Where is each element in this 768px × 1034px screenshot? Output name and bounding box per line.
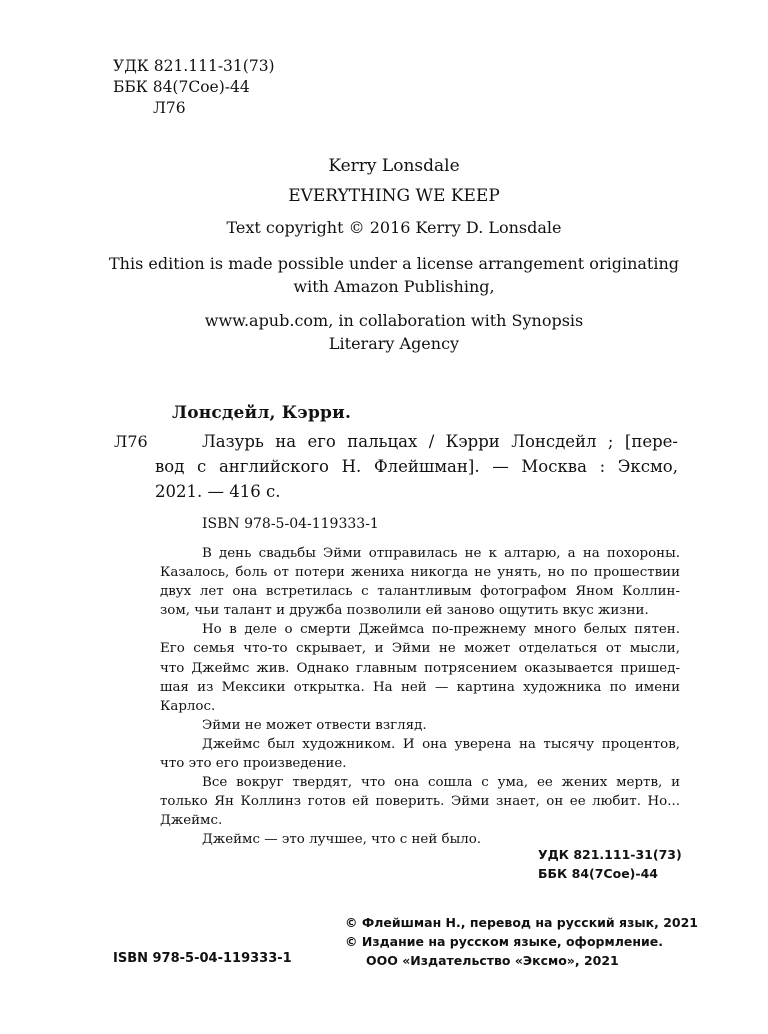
text-copyright: Text copyright © 2016 Kerry D. Lonsdale [226, 218, 562, 237]
isbn-bottom: ISBN 978-5-04-119333-1 [113, 951, 292, 966]
original-title-block [0, 151, 768, 211]
bottom-bbk-code: ББК 84(7Сое)-44 [538, 866, 658, 881]
annotation-line: двух лет она встретилась с талантливым фотографом Яном Коллин- [160, 584, 680, 600]
annotation-line: Джеймс был художником. И она уверена на тысячу процентов, [202, 736, 680, 752]
bibliographic-line: вод с английского Н. Флейшман]. — Москва : Эксмо, [155, 457, 678, 476]
edition-copyright: © Издание на русском языке, оформление. [345, 934, 663, 949]
copyright-block [345, 913, 698, 970]
collaboration-note [0, 309, 768, 355]
annotation-line: Эйми не может отвести взгляд. [202, 717, 427, 733]
collab-line-1: www.apub.com, in collaboration with Synopsis [204, 311, 584, 330]
collab-line-2: Literary Agency [328, 334, 460, 353]
top-classification-codes [113, 56, 275, 119]
annotation [160, 544, 680, 850]
annotation-line: Казалось, боль от потери жениха никогда не унять, но по прошествии [160, 565, 680, 581]
original-author: Kerry Lonsdale [328, 156, 460, 176]
udk-code: УДК 821.111-31(73) [113, 57, 275, 75]
license-note [0, 252, 768, 298]
annotation-line: что Джеймс жив. Однако главным потрясением оказывается пришед- [160, 660, 680, 676]
annotation-line: В день свадьбы Эйми отправилась не к алтарю, а на похороны. [202, 546, 680, 561]
annotation-line: Джеймс — это лучшее, что с ней было. [202, 832, 482, 848]
bibliographic-description [155, 429, 678, 504]
annotation-line: Карлос. [160, 698, 216, 714]
isbn-main: ISBN 978-5-04-119333-1 [202, 516, 379, 532]
annotation-line: Все вокруг твердят, что она сошла с ума, ее жених мертв, и [202, 775, 680, 791]
bbk-code: ББК 84(7Сое)-44 [113, 78, 250, 96]
annotation-line: зом, чьи талант и дружба позволили ей заново ощутить вкус жизни. [160, 603, 649, 619]
annotation-line: что это его произведение. [160, 756, 347, 772]
bibliographic-heading: Лонсдейл, Кэрри. [172, 403, 352, 423]
bibliographic-line: Лазурь на его пальцах / Кэрри Лонсдейл ; [пере- [202, 432, 678, 451]
annotation-line: только Ян Коллинз готов ей поверить. Эйми знает, он ее любит. Но... [160, 794, 680, 810]
license-line-2: with Amazon Publishing, [293, 277, 495, 296]
original-title: EVERYTHING WE KEEP [288, 186, 500, 206]
annotation-line: шая из Мексики открытка. На ней — картина художника по имени [160, 679, 680, 695]
annotation-line: Его семья что-то скрывает, и Эйми не может отделаться от мысли, [160, 641, 680, 657]
translation-copyright: © Флейшман Н., перевод на русский язык, 2021 [345, 915, 699, 930]
bottom-classification-codes [538, 845, 682, 883]
bibliographic-line: 2021. — 416 с. [155, 482, 281, 501]
shelf-mark: Л76 [114, 432, 148, 451]
annotation-line: Джеймс. [160, 813, 223, 829]
publisher-copyright: ООО «Издательство «Эксмо», 2021 [366, 953, 619, 968]
author-mark: Л76 [153, 99, 186, 117]
bottom-udk-code: УДК 821.111-31(73) [538, 847, 682, 862]
annotation-line: Но в деле о смерти Джеймса по-прежнему много белых пятен. [202, 622, 680, 638]
license-line-1: This edition is made possible under a license arrangement originating [109, 254, 679, 273]
